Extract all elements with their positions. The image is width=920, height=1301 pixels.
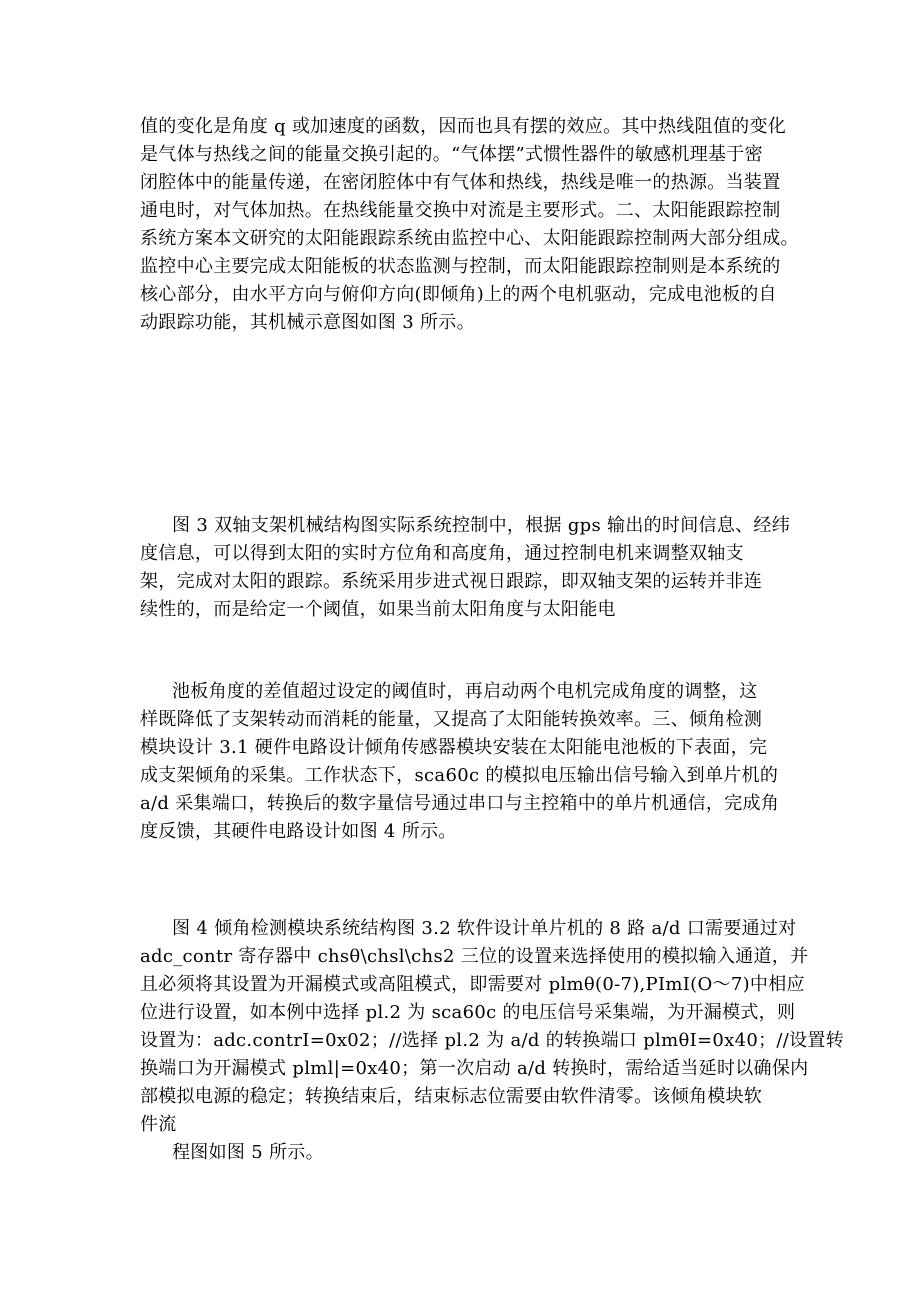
text-line: 图 3 双轴支架机械结构图实际系统控制中，根据 gps 输出的时间信息、经纬: [172, 515, 791, 536]
text-line: 部模拟电源的稳定；转换结束后，结束标志位需要由软件清零。该倾角模块软: [140, 1086, 763, 1107]
text-line: a/d 采集端口，转换后的数字量信号通过串口与主控箱中的单片机通信，完成角: [140, 793, 780, 814]
text-line: 成支架倾角的采集。工作状态下，sca60c 的模拟电压输出信号输入到单片机的: [140, 765, 779, 786]
text-line: 图 4 倾角检测模块系统结构图 3.2 软件设计单片机的 8 路 a/d 口需要通过对: [172, 918, 797, 939]
text-line: 是气体与热线之间的能量交换引起的。“气体摆”式惯性器件的敏感机理基于密: [140, 144, 763, 165]
text-line: 架，完成对太阳的跟踪。系统采用步进式视日跟踪，即双轴支架的运转并非连: [140, 571, 763, 592]
text-line: 值的变化是角度 q 或加速度的函数，因而也具有摆的效应。其中热线阻值的变化: [140, 116, 787, 137]
text-line: 位进行设置，如本例中选择 pl.2 为 sca60c 的电压信号采集端，为开漏模式，则: [140, 1002, 796, 1023]
text-line: 模块设计 3.1 硬件电路设计倾角传感器模块安装在太阳能电池板的下表面，完: [140, 737, 768, 758]
text-line: 设置为：adc.contrI=0x02；//选择 pl.2 为 a/d 的转换端口 plmθI=0x40；//设置转: [140, 1030, 845, 1051]
text-line: 核心部分，由水平方向与俯仰方向(即倾角)上的两个电机驱动，完成电池板的自: [140, 284, 777, 305]
text-line: 度反馈，其硬件电路设计如图 4 所示。: [140, 821, 457, 842]
text-line: 度信息，可以得到太阳的实时方位角和高度角，通过控制电机来调整双轴支: [140, 543, 744, 564]
text-line: 池板角度的差值超过设定的阈值时，再启动两个电机完成角度的调整，这: [172, 681, 758, 702]
text-line: 样既降低了支架转动而消耗的能量，又提高了太阳能转换效率。三、倾角检测: [140, 709, 763, 730]
paragraph-4: [140, 915, 845, 1167]
paragraph-2: [140, 512, 791, 624]
text-line: 换端口为开漏模式 plml|=0x40；第一次启动 a/d 转换时，需给适当延时以确保内: [140, 1058, 809, 1079]
paragraph-1: [140, 113, 799, 337]
text-line: 闭腔体中的能量传递，在密闭腔体中有气体和热线，热线是唯一的热源。当装置: [140, 172, 781, 193]
text-line: 系统方案本文研究的太阳能跟踪系统由监控中心、太阳能跟踪控制两大部分组成。: [140, 228, 799, 249]
text-line: adc_contr 寄存器中 chsθ\chsl\chs2 三位的设置来选择使用的模拟输入通道，并: [140, 946, 809, 967]
text-line: 件流: [140, 1114, 177, 1135]
text-line: 动跟踪功能，其机械示意图如图 3 所示。: [140, 312, 475, 333]
text-line: 监控中心主要完成太阳能板的状态监测与控制，而太阳能跟踪控制则是本系统的: [140, 256, 781, 277]
text-line: 程图如图 5 所示。: [172, 1142, 324, 1163]
text-line: 续性的，而是给定一个阈值，如果当前太阳角度与太阳能电: [140, 599, 616, 620]
paragraph-3: [140, 678, 780, 846]
text-line: 且必须将其设置为开漏模式或高阻模式，即需要对 plmθ(0-7),PImI(O～7)中相应: [140, 974, 805, 995]
text-line: 通电时，对气体加热。在热线能量交换中对流是主要形式。二、太阳能跟踪控制: [140, 200, 781, 221]
